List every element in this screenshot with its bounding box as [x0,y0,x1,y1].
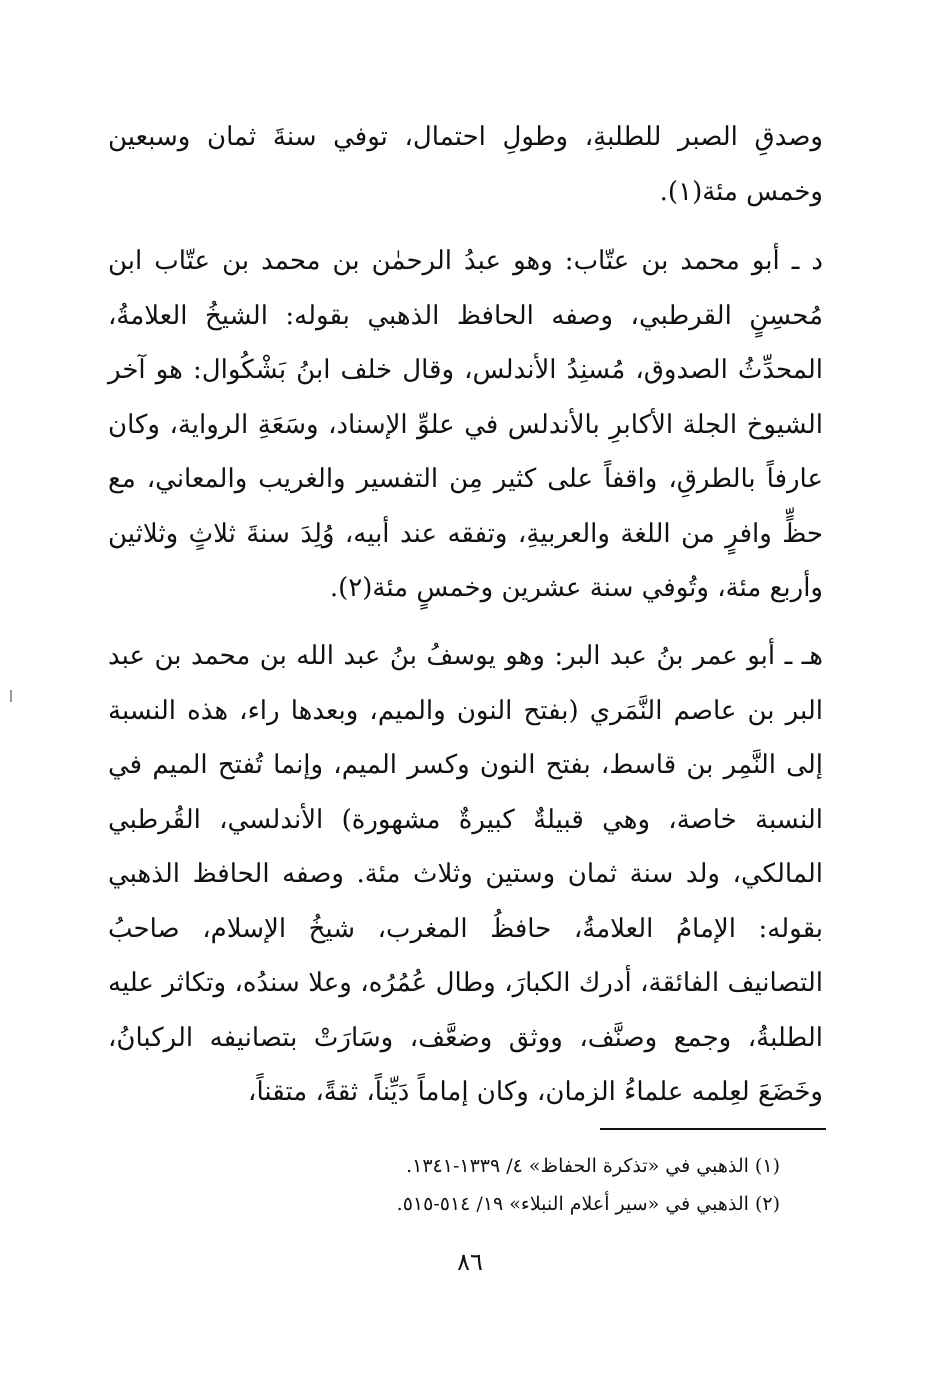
footnote-1: (١) الذهبي في «تذكرة الحفاظ» ٤/ ١٣٣٩-١٣٤١. [406,1155,780,1177]
paragraph-ibn-abd-al-barr: هـ ـ أبو عمر بنُ عبد البر: وهو يوسفُ بنُ عبد الله بن محمد بن عبد البر بن عاصم النَّمَري (بفتح النون والميم، وبعدها راء، هذه النسبة إلى النَّمِر بن قاسط، بفتح النون وكسر الميم، وإنما تُفتح الميم في النسبة خاصة، وهي قبيلةٌ كبيرةٌ مشهورة) الأندلسي، القُرطبي المالكي، ولد سنة ثمان وستين وثلاث مئة. وصفه الحافظ الذهبي بقوله: الإمامُ العلامةُ، حافظُ المغرب، شيخُ الإسلام، صاحبُ التصانيف الفائقة، أدرك الكبارَ، وطال عُمُرُه، وعلا سندُه، وتكاثر عليه الطلبةُ، وجمع وصنَّف، ووثق وضعَّف، وسَارَتْ بتصانيفه الركبانُ، وخَضَعَ لعِلمه علماءُ الزمان، وكان إماماً دَيِّناً، ثقةً، متقناً، [108,641,824,1107]
page-number: ٨٦ [457,1248,483,1276]
footnotes [300,1147,780,1223]
footnote-separator [600,1128,826,1130]
footnote-2: (٢) الذهبي في «سير أعلام النبلاء» ١٩/ ٥١٤-٥١٥. [396,1193,780,1215]
scan-mark [10,690,12,702]
paragraph-continuation: وصدقِ الصبر للطلبةِ، وطولِ احتمال، توفي سنةَ ثمان وسبعين وخمس مئة(١). [108,122,823,207]
paragraph-ibn-attab: د ـ أبو محمد بن عتّاب: وهو عبدُ الرحمٰن بن محمد بن عتّاب ابن مُحسِنٍ القرطبي، وصفه الحافظ الذهبي بقوله: الشيخُ العلامةُ، المحدِّثُ الصدوق، مُسنِدُ الأندلس، وقال خلف ابنُ بَشْكُوال: هو آخر الشيوخ الجلة الأكابرِ بالأندلس في علوِّ الإسناد، وسَعَةِ الرواية، وكان عارفاً بالطرقِ، واقفاً على كثير مِن التفسير والغريب والمعاني، مع حظٍّ وافرٍ من اللغة والعربيةِ، وتفقه عند أبيه، وُلِدَ سنةَ ثلاثٍ وثلاثين وأربع مئة، وتُوفي سنة عشرين وخمسٍ مئة(٢). [108,246,823,603]
